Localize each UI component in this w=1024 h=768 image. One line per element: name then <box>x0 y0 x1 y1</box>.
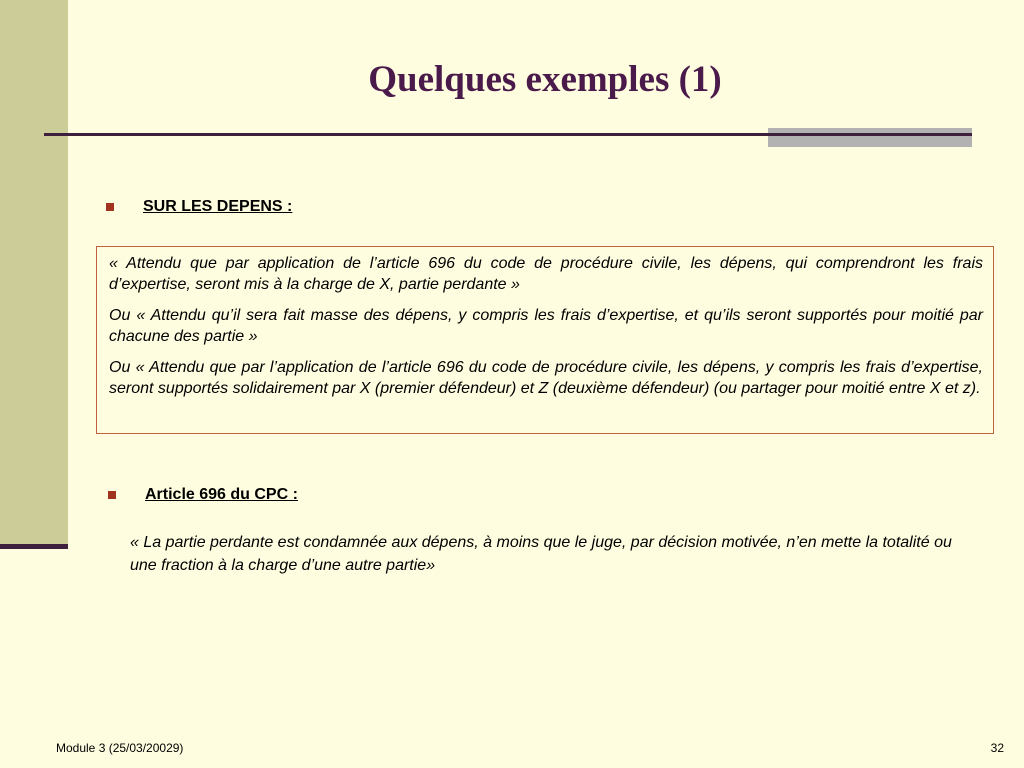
section-heading-depens: SUR LES DEPENS : <box>143 198 293 215</box>
quote-paragraph-1: « Attendu que par application de l’article 696 du code de procédure civile, les dépens, qui comprendront les frais d’expertise, seront mis à la charge de X, partie perdante » <box>109 255 983 293</box>
section-heading-article-696: Article 696 du CPC : <box>145 486 298 503</box>
square-bullet-icon <box>108 491 116 499</box>
bullet-sur-les-depens <box>106 198 292 216</box>
square-bullet-icon <box>106 203 114 211</box>
quote-paragraph-2: Ou « Attendu qu’il sera fait masse des dépens, y compris les frais d’expertise, et qu’ils seront supportés pour moitié par chacune des partie » <box>109 307 983 345</box>
article-696-quote: « La partie perdante est condamnée aux dépens, à moins que le juge, par décision motivée, n’en mette la totalité ou une fraction à la charge d’une autre partie» <box>130 534 952 574</box>
quote-paragraph-3: Ou « Attendu que par l’application de l’article 696 du code de procédure civile, les dépens, y compris les frais d’expertise, seront supportés solidairement par X (premier défendeur) et Z (deuxième défendeur) (ou partager pour moitié entre X et z). <box>109 359 983 397</box>
footer-module-label: Module 3 (25/03/20029) <box>56 741 184 755</box>
bullet-article-696 <box>108 486 298 504</box>
quote-box-depens <box>96 246 994 434</box>
footer-page-number: 32 <box>990 741 1004 755</box>
left-band-underline <box>0 544 68 549</box>
title-divider-accent <box>768 128 972 147</box>
slide-title: Quelques exemples (1) <box>368 59 722 100</box>
